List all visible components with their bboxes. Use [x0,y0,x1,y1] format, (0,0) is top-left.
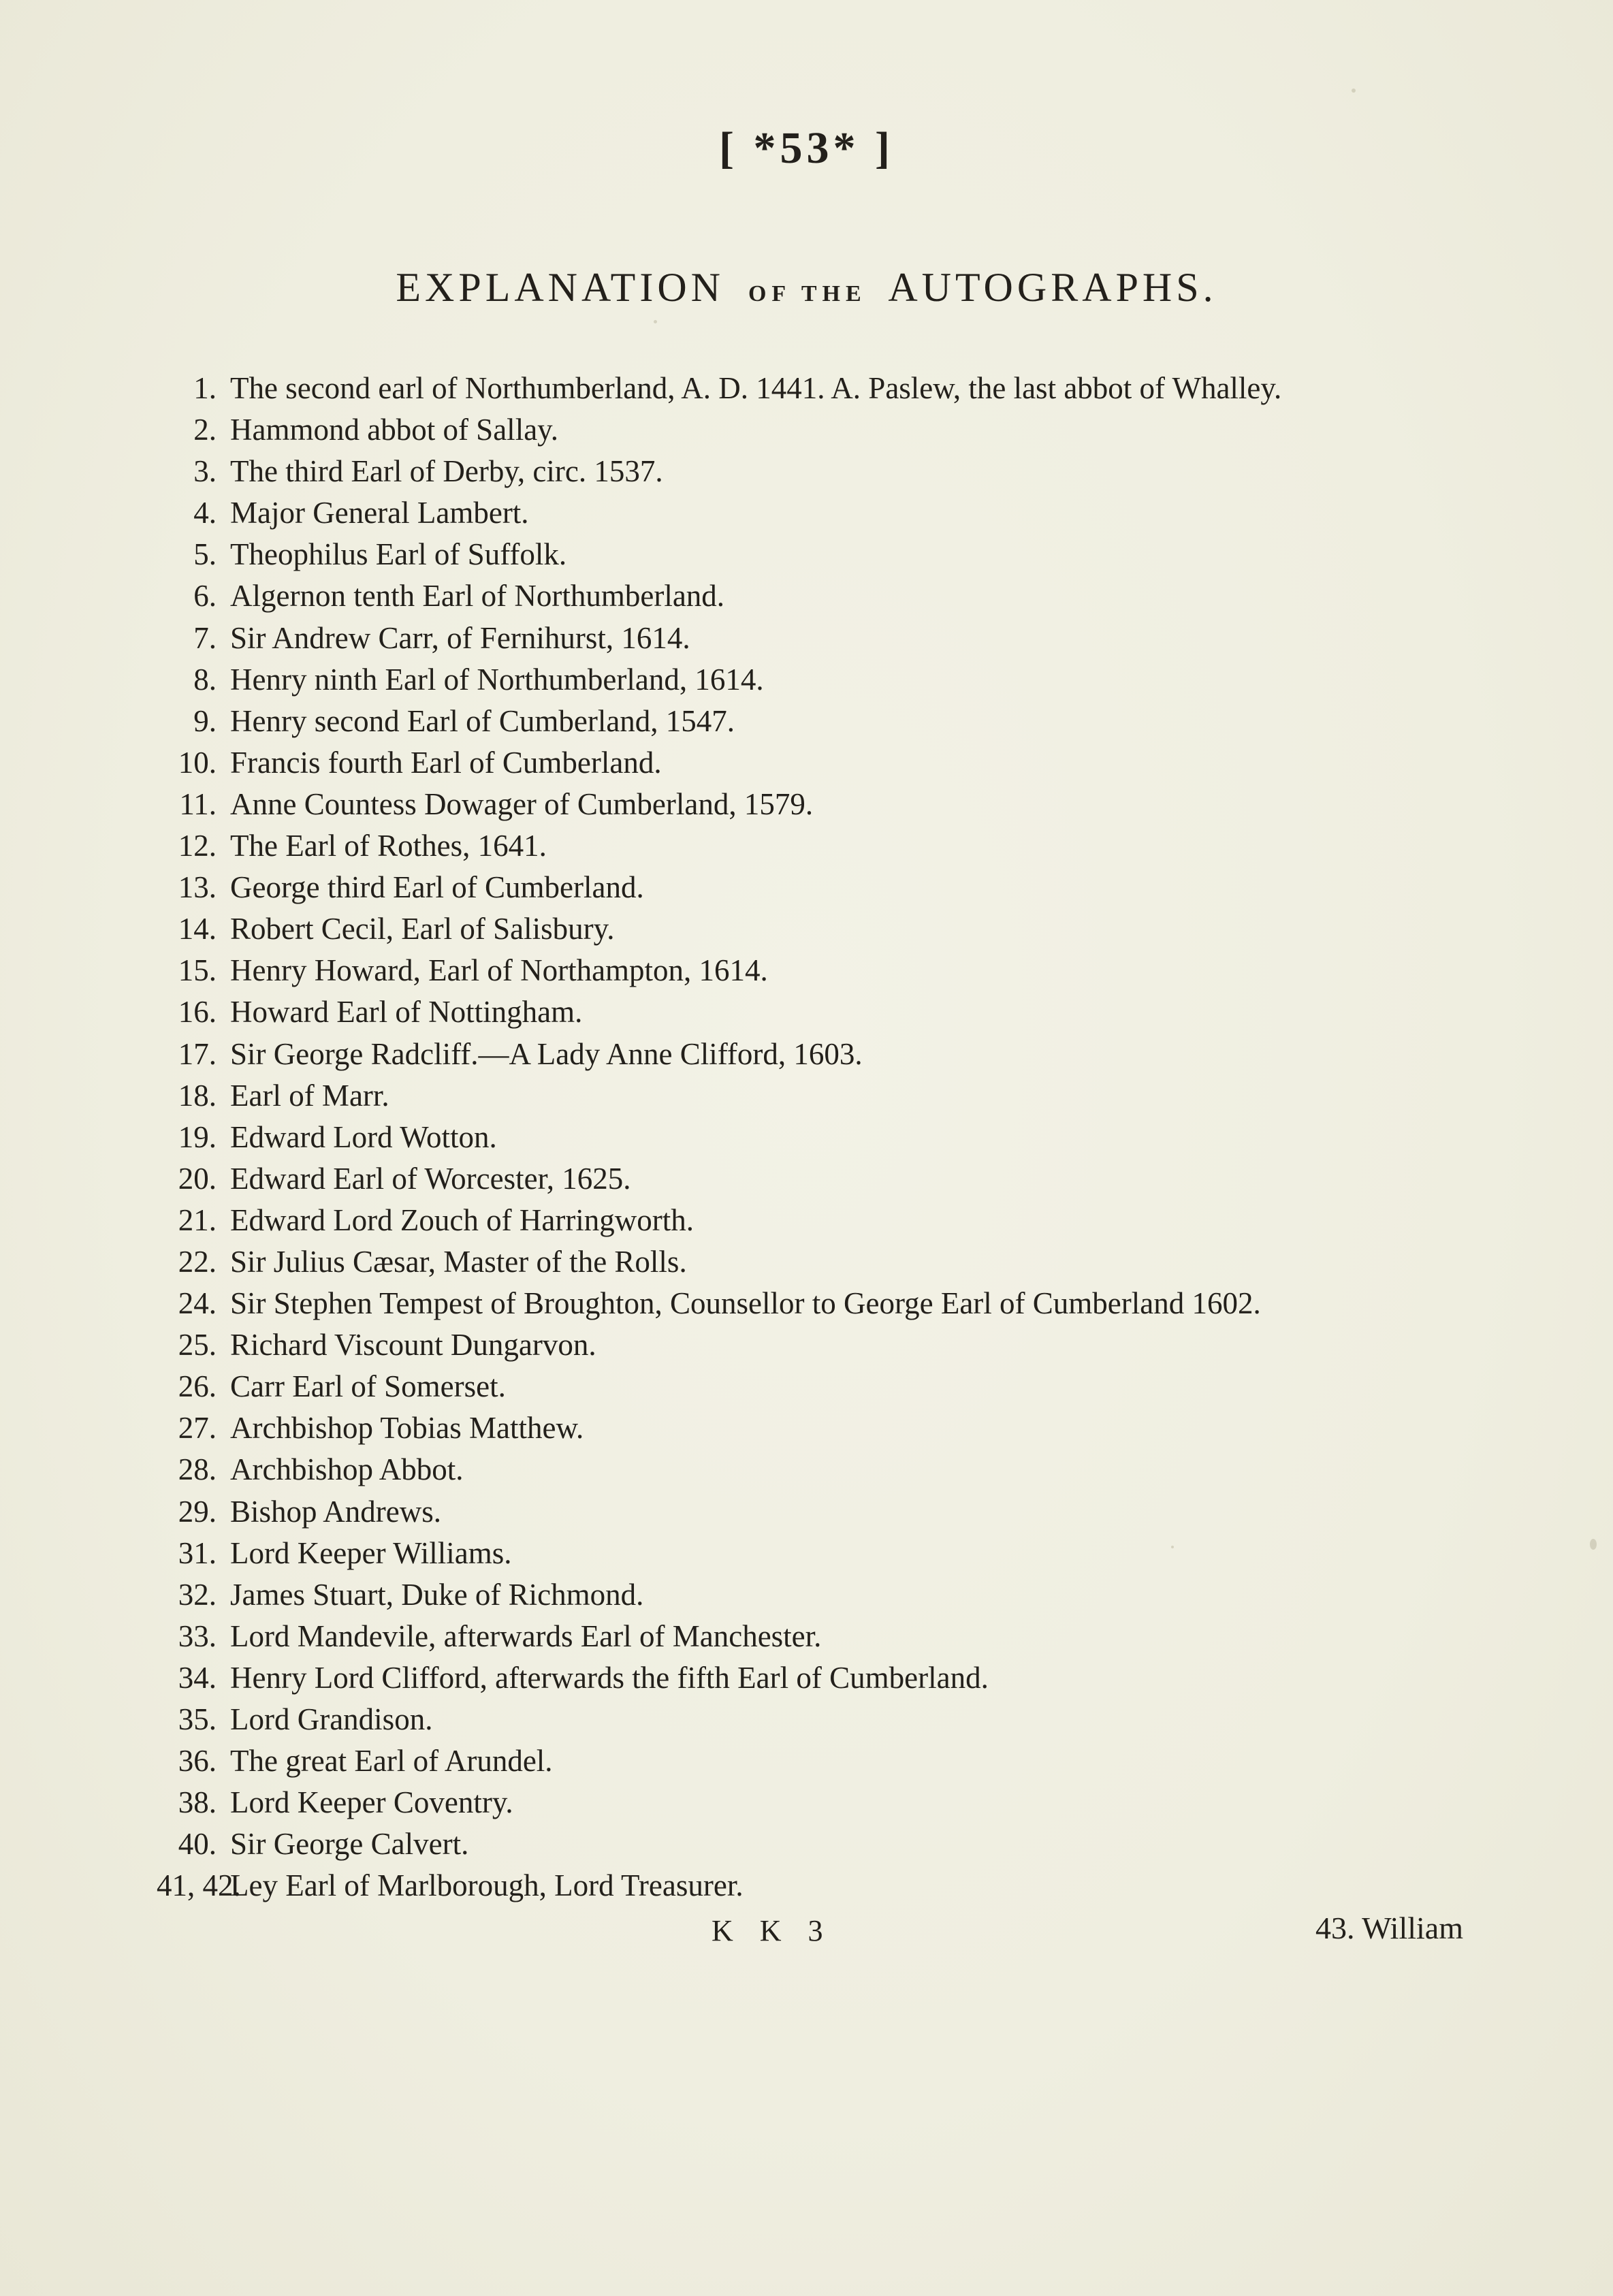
entry-text: Earl of Marr. [230,1078,389,1113]
entry-text: Henry second Earl of Cumberland, 1547. [230,703,735,738]
entry-text: Henry ninth Earl of Northumberland, 1614. [230,662,764,697]
list-item [157,1449,1518,1490]
title-part-3: AUTOGRAPHS. [888,265,1217,310]
entry-text: Francis fourth Earl of Cumberland. [230,745,662,780]
list-item [157,1491,1518,1533]
entry-number: 28. [178,1452,217,1487]
entry-text: Howard Earl of Nottingham. [230,995,583,1030]
entry-number: 24. [178,1286,217,1321]
entry-number: 10. [178,745,217,780]
list-item [157,368,1518,409]
entry-number: 5. [193,537,217,572]
entry-text: The Earl of Rothes, 1641. [230,829,547,863]
list-item [157,1324,1518,1366]
list-item [157,1034,1518,1075]
list-item [157,825,1518,867]
entry-text: Carr Earl of Somerset. [230,1369,506,1404]
list-item [157,451,1518,492]
entry-text: Edward Lord Wotton. [230,1119,497,1154]
list-item [157,1407,1518,1449]
list-item [157,1574,1518,1616]
entry-number: 33. [178,1619,217,1653]
list-item [157,784,1518,825]
list-item [157,1075,1518,1117]
list-item [157,659,1518,701]
entry-text: Sir George Calvert. [230,1827,469,1862]
entry-text: Theophilus Earl of Suffolk. [230,537,567,572]
list-item [157,1782,1518,1823]
list-item [157,908,1518,950]
list-item [157,867,1518,908]
list-item [157,1241,1518,1283]
entry-text: Lord Keeper Williams. [230,1535,512,1570]
entry-number: 17. [178,1036,217,1071]
entry-number: 3. [193,454,217,489]
list-item [157,409,1518,451]
list-item [157,1740,1518,1782]
entry-number: 16. [178,995,217,1030]
list-item [157,742,1518,784]
entry-text: Archbishop Tobias Matthew. [230,1411,584,1446]
entry-text: Robert Cecil, Earl of Salisbury. [230,912,615,946]
signature-mark: K K 3 [712,1914,833,1947]
entry-number: 21. [178,1202,217,1237]
entry-number: 8. [193,662,217,697]
paper-speck [1590,1539,1597,1550]
entry-text: The third Earl of Derby, circ. 1537. [230,454,663,489]
entry-text: Lord Keeper Coventry. [230,1785,513,1820]
entry-text: Algernon tenth Earl of Northumberland. [230,579,725,613]
list-item [157,1865,1518,1907]
entry-number: 26. [178,1369,217,1404]
entry-text: The second earl of Northumberland, A. D. 1441. A. Paslew, the last abbot of Whalley. [230,371,1282,405]
list-item [157,618,1518,659]
list-item [157,1616,1518,1657]
entry-text: Hammond abbot of Sallay. [230,413,558,447]
list-item [157,991,1518,1033]
entry-number: 15. [178,953,217,988]
autograph-list [157,368,1518,1907]
list-item [157,492,1518,534]
catchword: 43. William [1315,1911,1463,1945]
entry-text: Richard Viscount Dungarvon. [230,1328,596,1362]
list-item [157,534,1518,575]
entry-number: 36. [178,1744,217,1779]
title-part-2: OF THE [748,281,867,306]
entry-text: Sir Julius Cæsar, Master of the Rolls. [230,1244,687,1279]
entry-number: 35. [178,1702,217,1736]
entry-text: Sir Andrew Carr, of Fernihurst, 1614. [230,620,690,655]
entry-number: 29. [178,1494,217,1529]
entry-text: Anne Countess Dowager of Cumberland, 1579. [230,786,814,821]
entry-text: Lord Grandison. [230,1702,433,1736]
entry-number: 32. [178,1577,217,1612]
entry-number: 31. [178,1535,217,1570]
entry-text: Sir George Radcliff.—A Lady Anne Clifford, 1603. [230,1036,863,1071]
entry-text: Bishop Andrews. [230,1494,442,1529]
entry-number: 7. [193,620,217,655]
list-item [157,701,1518,742]
entry-number: 22. [178,1244,217,1279]
entry-number: 12. [178,829,217,863]
list-item [157,1699,1518,1740]
entry-number: 20. [178,1161,217,1196]
entry-number: 9. [193,703,217,738]
list-item [157,950,1518,991]
entry-text: Sir Stephen Tempest of Broughton, Counsellor to George Earl of Cumberland 1602. [230,1286,1261,1321]
entry-text: James Stuart, Duke of Richmond. [230,1577,644,1612]
list-item [157,1533,1518,1574]
entry-number: 27. [178,1411,217,1446]
entry-text: Archbishop Abbot. [230,1452,464,1487]
entry-number: 19. [178,1119,217,1154]
entry-text: Henry Howard, Earl of Northampton, 1614. [230,953,768,988]
entry-number: 14. [178,912,217,946]
paper-speck [654,320,657,323]
list-item [157,1283,1518,1324]
list-item [157,1366,1518,1407]
entry-number: 6. [193,579,217,613]
entry-text: Major General Lambert. [230,496,529,530]
entry-number: 4. [193,496,217,530]
entry-number: 18. [178,1078,217,1113]
entry-text: Ley Earl of Marlborough, Lord Treasurer. [230,1868,744,1903]
page-number: [ *53* ] [719,123,894,173]
entry-text: George third Earl of Cumberland. [230,870,644,905]
entry-number: 38. [178,1785,217,1820]
entry-text: Lord Mandevile, afterwards Earl of Manchester. [230,1619,822,1653]
entry-number: 2. [193,413,217,447]
paper-speck [1352,89,1356,93]
entry-text: Henry Lord Clifford, afterwards the fifth Earl of Cumberland. [230,1660,989,1695]
list-item [157,575,1518,617]
entry-text: Edward Lord Zouch of Harringworth. [230,1202,694,1237]
entry-number: 34. [178,1660,217,1695]
entry-number: 41, 42. [157,1868,241,1903]
page-title [0,264,1613,311]
list-item [157,1200,1518,1241]
title-part-1: EXPLANATION [396,265,724,310]
entry-text: Edward Earl of Worcester, 1625. [230,1161,631,1196]
list-item [157,1158,1518,1200]
entry-number: 11. [179,786,217,821]
entry-number: 25. [178,1328,217,1362]
list-item [157,1823,1518,1865]
entry-number: 40. [178,1827,217,1862]
entry-text: The great Earl of Arundel. [230,1744,553,1779]
list-item [157,1657,1518,1699]
entry-number: 13. [178,870,217,905]
list-item [157,1117,1518,1158]
entry-number: 1. [193,371,217,405]
